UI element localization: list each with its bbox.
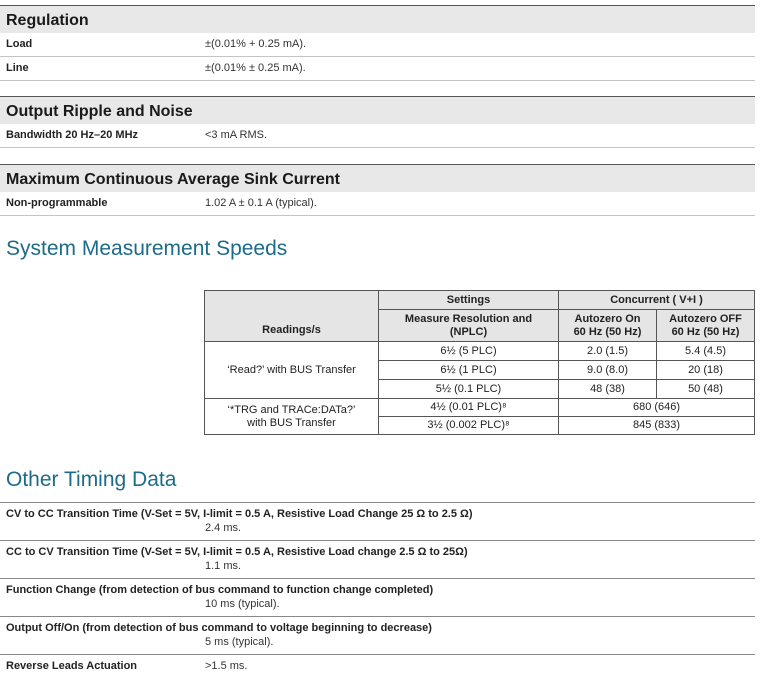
timing-row (0, 502, 755, 540)
spec-label: Line (6, 62, 29, 74)
ripple-title: Output Ripple and Noise (6, 103, 193, 120)
sink-title: Maximum Continuous Average Sink Current (6, 171, 340, 188)
timing-label: Output Off/On (from detection of bus command to voltage beginning to decrease) (6, 622, 432, 634)
spec-row (0, 192, 755, 216)
resolution-cell: 3½ (0.002 PLC)⁸ (379, 417, 559, 435)
settings-header: Settings (379, 291, 559, 310)
timing-label: Reverse Leads Actuation (6, 660, 138, 672)
trg-bus-label: ‘*TRG and TRACe:DATa?’ with BUS Transfer (205, 399, 379, 435)
az-on-cell: 9.0 (8.0) (559, 361, 657, 380)
autozero-off-header: Autozero OFF 60 Hz (50 Hz) (657, 310, 755, 342)
timing-row (0, 616, 755, 654)
spec-row (0, 33, 755, 57)
spec-label: Load (6, 38, 33, 50)
timing-row (0, 654, 755, 678)
spec-value: 1.02 A ± 0.1 A (typical). (205, 197, 317, 209)
speeds-table (204, 290, 755, 435)
concurrent-header: Concurrent ( V+I ) (559, 291, 755, 310)
concurrent-cell: 680 (646) (559, 399, 755, 417)
resolution-cell: 6½ (5 PLC) (379, 342, 559, 361)
spec-label: Non-programmable (6, 197, 108, 209)
sink-header (0, 164, 755, 192)
spec-value: ±(0.01% ± 0.25 mA). (205, 62, 306, 74)
read-bus-label: ‘Read?’ with BUS Transfer (205, 342, 379, 399)
timing-value: 1.1 ms. (205, 560, 242, 572)
timing-value: 5 ms (typical). (205, 636, 274, 648)
spec-row (0, 124, 755, 148)
az-off-cell: 5.4 (4.5) (657, 342, 755, 361)
concurrent-cell: 845 (833) (559, 417, 755, 435)
timing-row (0, 540, 755, 578)
autozero-on-header: Autozero On 60 Hz (50 Hz) (559, 310, 657, 342)
resolution-cell: 6½ (1 PLC) (379, 361, 559, 380)
az-on-cell: 48 (38) (559, 380, 657, 399)
readings-header: Readings/s (205, 291, 379, 342)
timing-label: CV to CC Transition Time (V-Set = 5V, I-limit = 0.5 A, Resistive Load Change 25 Ω to 2.5 Ω) (6, 508, 473, 520)
regulation-header (0, 5, 755, 33)
timing-value: 2.4 ms. (205, 522, 242, 534)
speeds-title: System Measurement Speeds (6, 237, 288, 260)
spec-row (0, 57, 755, 81)
regulation-title: Regulation (6, 12, 89, 29)
az-off-cell: 50 (48) (657, 380, 755, 399)
timing-title: Other Timing Data (6, 468, 177, 491)
resolution-cell: 4½ (0.01 PLC)⁸ (379, 399, 559, 417)
ripple-header (0, 96, 755, 124)
spec-label: Bandwidth 20 Hz–20 MHz (6, 129, 139, 141)
az-off-cell: 20 (18) (657, 361, 755, 380)
timing-label: CC to CV Transition Time (V-Set = 5V, I-limit = 0.5 A, Resistive Load change 2.5 Ω to 25Ω) (6, 546, 468, 558)
timing-row (0, 578, 755, 616)
spec-value: <3 mA RMS. (205, 129, 268, 141)
resolution-header: Measure Resolution and (NPLC) (379, 310, 559, 342)
timing-value: 10 ms (typical). (205, 598, 280, 610)
timing-label: Function Change (from detection of bus command to function change completed) (6, 584, 434, 596)
spec-value: ±(0.01% + 0.25 mA). (205, 38, 307, 50)
az-on-cell: 2.0 (1.5) (559, 342, 657, 361)
timing-value: >1.5 ms. (205, 660, 248, 672)
resolution-cell: 5½ (0.1 PLC) (379, 380, 559, 399)
